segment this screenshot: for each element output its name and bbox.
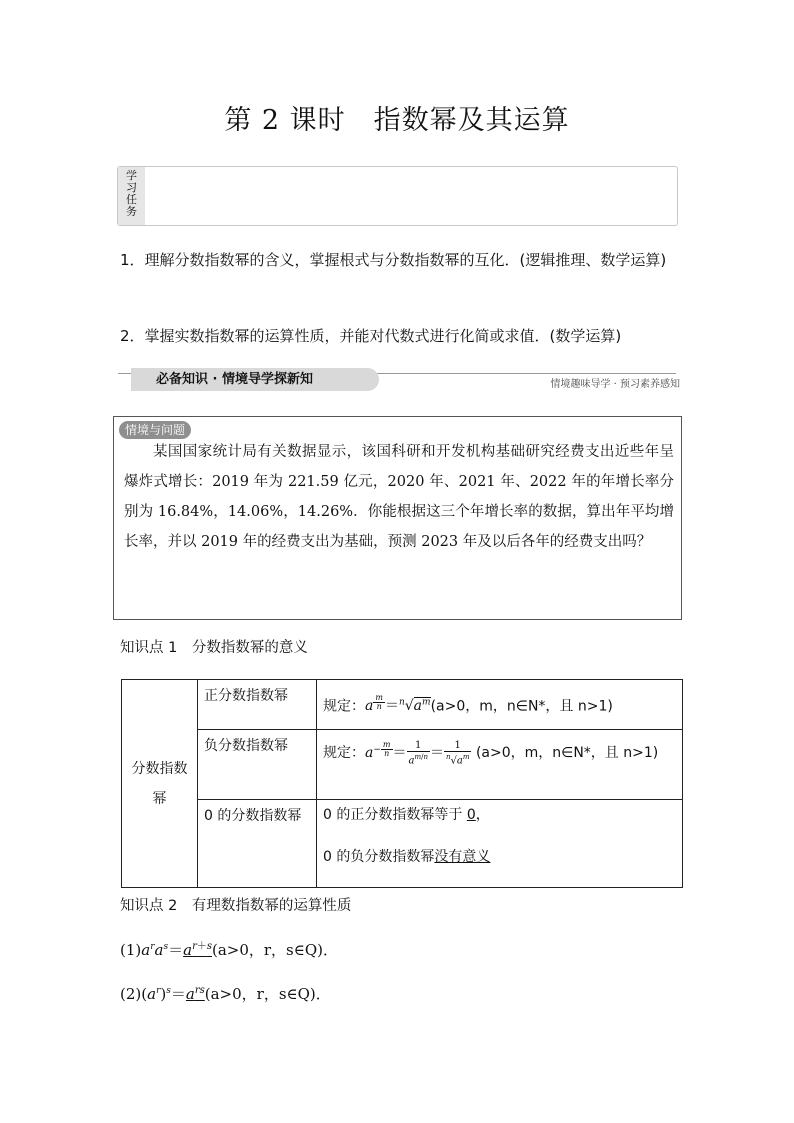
- blank-answer-product: $a^{r+s}$: [183, 941, 212, 959]
- row-rule-positive: 规定：a $^{\frac{m}{n}}$ $=^n√a^m(a>0$，m，n∈N*，且 n>1): [317, 680, 683, 730]
- learning-task-box: [117, 166, 678, 226]
- zero-positive-line: 0 的正分数指数幂等于 0，: [323, 807, 490, 823]
- section-banner: 必备知识 · 情境导学探新知: [131, 368, 379, 391]
- fractional-exponent-table: [121, 679, 683, 888]
- goal-2: 2．掌握实数指数幂的运算性质，并能对代数式进行化简或求值．(数学运算): [120, 327, 622, 345]
- property-1: $(1)a^ra^s=a^{r+s}(a>0$，r，s∈Q)．: [120, 941, 339, 959]
- row-rule-zero: [317, 800, 683, 888]
- blank-answer-meaningless: 没有意义: [434, 849, 491, 865]
- scenario-tag: 情境与问题: [119, 421, 191, 439]
- knowledge-point-1: 知识点 1 分数指数幂的意义: [120, 640, 308, 656]
- formula-positive: a $^{\frac{m}{n}}$ $=^n√a^m$: [365, 692, 431, 715]
- row-name-positive: 正分数指数幂: [198, 680, 317, 730]
- blank-answer-zero: 0: [466, 807, 476, 823]
- task-tab-char: 任: [126, 193, 137, 206]
- zero-negative-line: 0 的负分数指数幂没有意义: [323, 849, 491, 865]
- property-2: $(2)(a^r)^s=a^{rs}(a>0$，r，s∈Q)．: [120, 985, 331, 1003]
- formula-negative: $a^{- \frac{m}{n}}$ ＝ $\frac{1}{a^{m/n}}$ ＝ $\frac{1}{^n√a^m}$: [365, 739, 470, 767]
- scenario-box: [113, 416, 682, 620]
- task-tab-char: 务: [126, 205, 137, 218]
- section-banner-subtitle: 情境趣味导学 · 预习素养感知: [550, 379, 680, 390]
- learning-task-tab: [118, 167, 145, 225]
- knowledge-point-2: 知识点 2 有理数指数幂的运算性质: [120, 898, 352, 914]
- task-tab-char: 习: [126, 181, 137, 194]
- goal-1: 1．理解分数指数幂的含义，掌握根式与分数指数幂的互化．(逻辑推理、数学运算): [120, 251, 667, 269]
- row-name-negative: 负分数指数幂: [198, 730, 317, 800]
- page-title: 第 2 课时 指数幂及其运算: [224, 105, 570, 136]
- row-rule-negative: 规定：$a^{- \frac{m}{n}}$ ＝ $\frac{1}{a^{m/n}}$ ＝ $\frac{1}{^n√a^m}$ (a>0，m，n∈N*，且 n>1): [317, 730, 683, 800]
- task-tab-char: 学: [126, 169, 137, 182]
- table-group-label: 分数指数幂: [122, 680, 198, 888]
- scenario-text: 某国国家统计局有关数据显示，该国科研和开发机构基础研究经费支出近些年呈爆炸式增长：2019 年为 221.59 亿元，2020 年、2021 年、2022 年的年增长率分别为 16.84%，14.06%，14.26%．你能根据这三个年增长率的数据，算出年平均增长率，并以 2019 年的经费支出为基础，预测 2023 年及以后各年的经费支出吗？: [124, 444, 674, 550]
- blank-answer-power: $a^{rs}$: [185, 985, 205, 1003]
- row-name-zero: 0 的分数指数幂: [198, 800, 317, 888]
